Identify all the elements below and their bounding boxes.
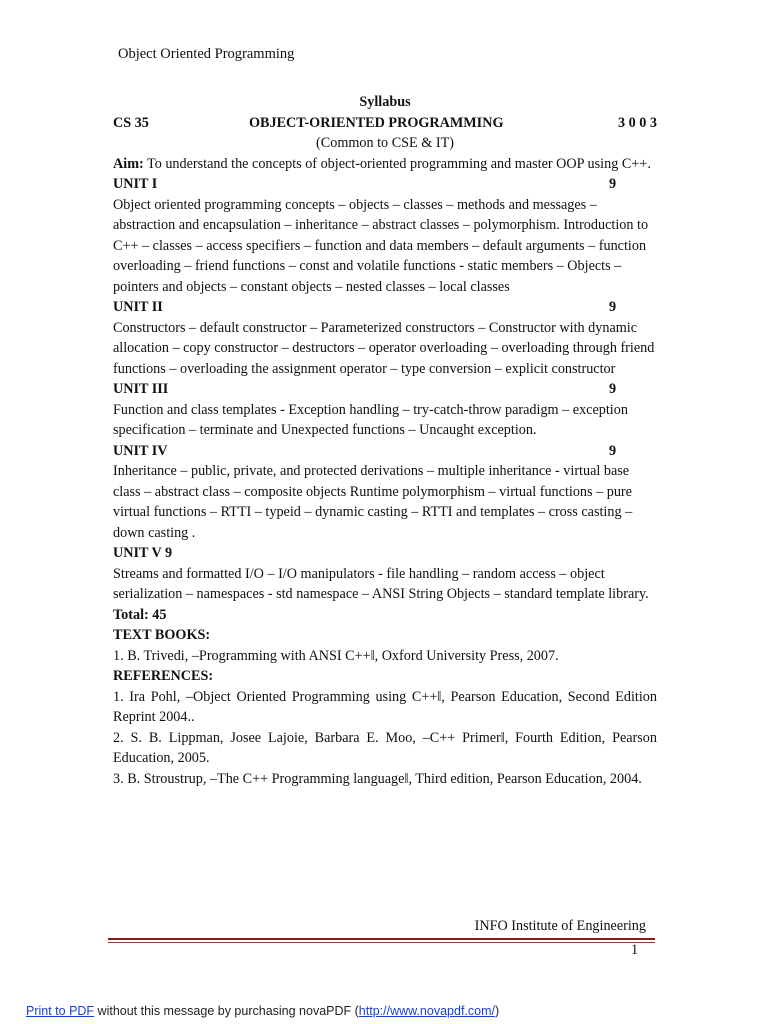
unit-title: UNIT I — [113, 176, 158, 192]
watermark-text: without this message by purchasing novaPDF ( — [94, 1004, 359, 1018]
unit-content: Inheritance – public, private, and protected derivations – multiple inheritance - virtual base class – abstract class – composite objects Runtime polymorphism – virtual functions – pure virtual functions – RTTI – typeid – dynamic casting – RTTI and templates – cross casting – down casting . — [113, 463, 633, 541]
references-heading: REFERENCES: — [113, 668, 214, 684]
reference-item: 3. B. Stroustrup, –The C++ Programming language‖, Third edition, Pearson Education, 2004. — [113, 770, 642, 787]
unit-content: Constructors – default constructor – Parameterized constructors – Constructor with dynamic allocation – copy constructor – destructors – operator overloading – overloading through friend functions – overloading the assignment operator – type conversion – explicit constructor — [113, 319, 655, 377]
watermark-text-end: ) — [494, 1004, 500, 1018]
text-books-heading: TEXT BOOKS: — [113, 627, 211, 643]
aim-paragraph — [113, 154, 657, 175]
unit-title: UNIT V 9 — [113, 545, 173, 561]
novapdf-url-link[interactable]: http://www.novapdf.com/ — [358, 1004, 495, 1018]
unit-title: UNIT II — [113, 299, 163, 315]
text-book-item: 1. B. Trivedi, –Programming with ANSI C++‖, Oxford University Press, 2007. — [113, 647, 559, 664]
common-to: (Common to CSE & IT) — [316, 135, 454, 151]
unit-content: Object oriented programming concepts – objects – classes – methods and messages – abstraction and encapsulation – inheritance – abstract classes – polymorphism. Introduction to C++ – classes – access specifiers – function and data members – default arguments – function overloading – friend functions – const and volatile functions - static members – Objects – pointers and objects – constant objects – nested classes – local classes — [113, 196, 649, 295]
print-to-pdf-link[interactable]: Print to PDF — [26, 1004, 95, 1018]
unit-content: Function and class templates - Exception handling – try-catch-throw paradigm – exception specification – terminate and Unexpected functions – Uncaught exception. — [113, 401, 628, 438]
unit-hours: 9 — [609, 442, 617, 459]
aim-label: Aim: — [113, 155, 144, 172]
footer-rule — [108, 938, 655, 940]
course-title: OBJECT-ORIENTED PROGRAMMING — [249, 114, 504, 131]
running-header: Object Oriented Programming — [118, 46, 295, 62]
page-number: 1 — [631, 942, 639, 958]
reference-item: 1. Ira Pohl, –Object Oriented Programming using C++‖, Pearson Education, Second Edition Reprint 2004.. — [113, 688, 657, 725]
course-credits: 3 0 0 3 — [617, 114, 657, 131]
syllabus-body — [113, 92, 657, 789]
unit-heading — [113, 297, 657, 318]
unit-heading — [113, 441, 657, 462]
unit-title: UNIT III — [113, 381, 169, 397]
course-code: CS 35 — [113, 114, 149, 131]
total-hours: Total: 45 — [113, 606, 167, 623]
reference-item: 2. S. B. Lippman, Josee Lajoie, Barbara E. Moo, –C++ Primer‖, Fourth Edition, Pearson Education, 2005. — [113, 729, 657, 766]
unit-hours: 9 — [609, 176, 617, 192]
unit-title: UNIT IV — [113, 442, 168, 459]
footer-institute: INFO Institute of Engineering — [474, 918, 646, 934]
unit-hours: 9 — [609, 381, 617, 397]
unit-content: Streams and formatted I/O – I/O manipulators - file handling – random access – object serialization – namespaces - std namespace – ANSI String Objects – standard template library. — [113, 565, 649, 602]
footer-rule-thin — [108, 942, 655, 943]
course-row — [113, 113, 657, 134]
unit-heading — [113, 174, 657, 195]
novapdf-watermark — [26, 1004, 499, 1018]
unit-hours: 9 — [609, 299, 617, 315]
syllabus-heading: Syllabus — [359, 94, 411, 110]
aim-text: To understand the concepts of object-oriented programming and master OOP using C++. — [143, 155, 651, 172]
unit-heading — [113, 379, 657, 400]
unit-heading — [113, 543, 657, 564]
